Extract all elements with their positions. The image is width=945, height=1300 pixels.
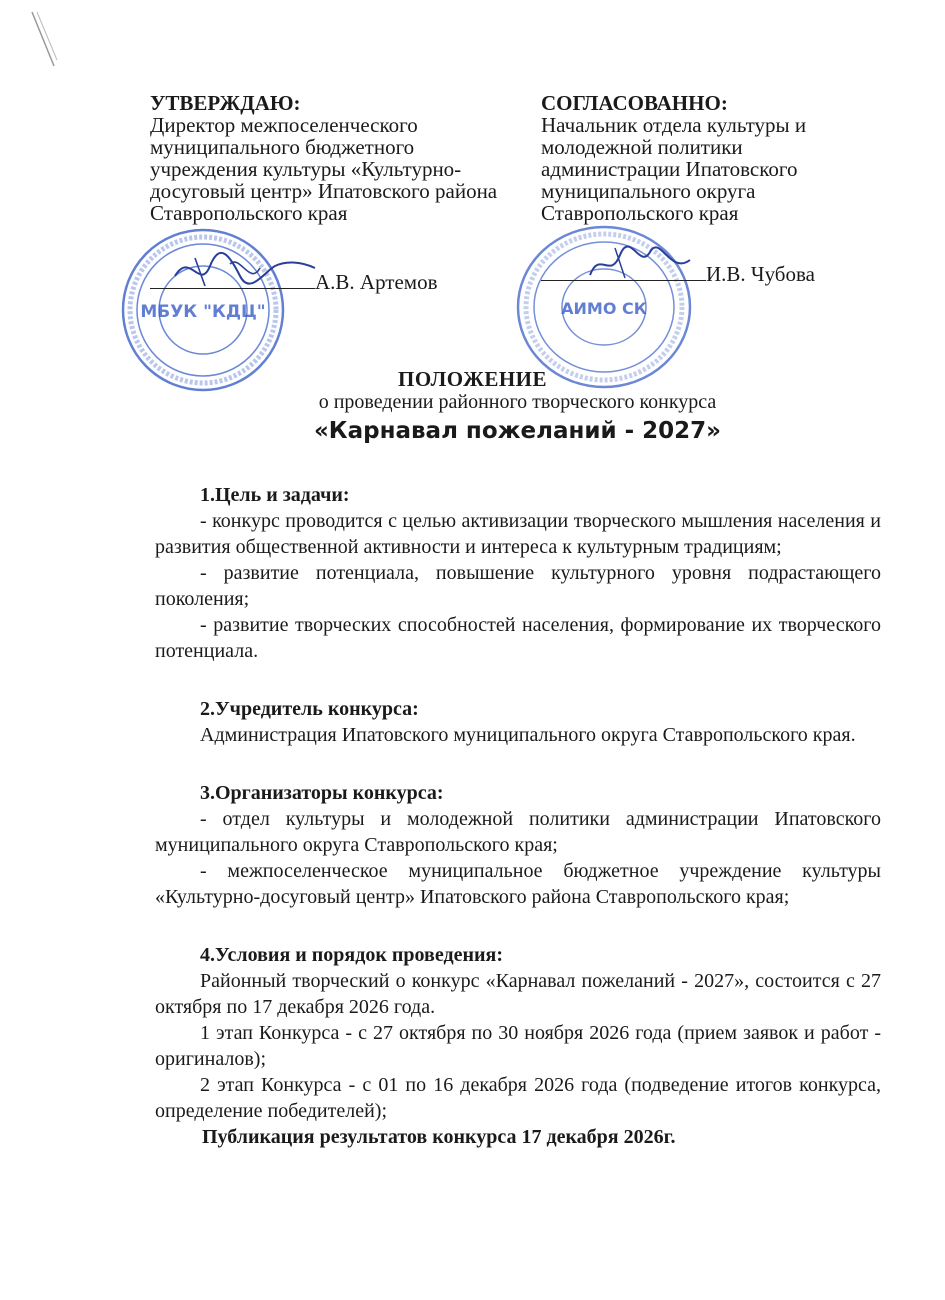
approval-line: молодежной политики [541,135,743,159]
document-title: ПОЛОЖЕНИЕ [397,367,548,391]
section-heading: 4.Условия и порядок проведения: [200,944,503,966]
signer-name-left: А.В. Артемов [315,270,438,294]
stamp-right-center-text: АИМО СК [561,299,647,318]
section-paragraph: 2 этап Конкурса - с 01 по 16 декабря 2026 года (подведение итогов конкурса, определение победителей); [155,1074,881,1122]
section-paragraph: - развитие потенциала, повышение культурного уровня подрастающего поколения; [155,562,881,610]
section-paragraph: 1 этап Конкурса - с 27 октября по 30 ноября 2026 года (прием заявок и работ - оригиналов); [155,1022,881,1070]
approval-line: муниципального округа [541,179,756,203]
section-paragraph: - конкурс проводится с целью активизации творческого мышления населения и развития общественной активности и интереса к культурным традициям; [155,510,881,558]
section-paragraph: - отдел культуры и молодежной политики администрации Ипатовского муниципального округа Ставропольского края; [155,808,881,856]
document-subtitle: о проведении районного творческого конкурса [318,391,717,413]
document-body [155,482,881,1150]
approval-heading: УТВЕРЖДАЮ: [150,91,301,115]
approval-line: администрации Ипатовского [541,157,798,181]
approval-block-right [541,92,841,224]
section-paragraph: Администрация Ипатовского муниципального округа Ставропольского края. [200,724,856,746]
approval-line: досуговый центр» Ипатовского района [150,179,498,203]
section-paragraph: - межпоселенческое муниципальное бюджетное учреждение культуры «Культурно-досуговый центр» Ипатовского района Ставропольского края; [155,860,881,908]
signature-row-right [541,262,815,287]
contest-name: «Карнавал пожеланий - 2027» [313,418,722,444]
approval-line: муниципального бюджетного [150,135,415,159]
approval-line: учреждения культуры «Культурно- [150,157,462,181]
signature-line [150,288,315,289]
signature-line [541,280,706,281]
approval-line: Ставропольского края [541,201,739,225]
approval-line: Начальник отдела культуры и [541,113,807,137]
stamp-left-center-text: МБУК "КДЦ" [140,302,266,322]
signature-row-left [150,270,438,295]
approval-line: Директор межпоселенческого [150,113,418,137]
approval-line: Ставропольского края [150,201,348,225]
approval-heading: СОГЛАСОВАННО: [541,91,728,115]
approval-block-left [150,92,530,224]
section-heading: 3.Организаторы конкурса: [200,782,444,804]
results-publication-note: Публикация результатов конкурса 17 декабря 2026г. [202,1126,676,1148]
section-heading: 1.Цель и задачи: [200,484,350,506]
section-heading: 2.Учредитель конкурса: [200,698,419,720]
signer-name-right: И.В. Чубова [706,262,815,286]
section-paragraph: Районный творческий о конкурс «Карнавал пожеланий - 2027», состоится с 27 октября по 17 декабря 2026 года. [155,970,881,1018]
scan-artifact-mark [28,10,58,70]
section-paragraph: - развитие творческих способностей населения, формирование их творческого потенциала. [155,614,881,662]
